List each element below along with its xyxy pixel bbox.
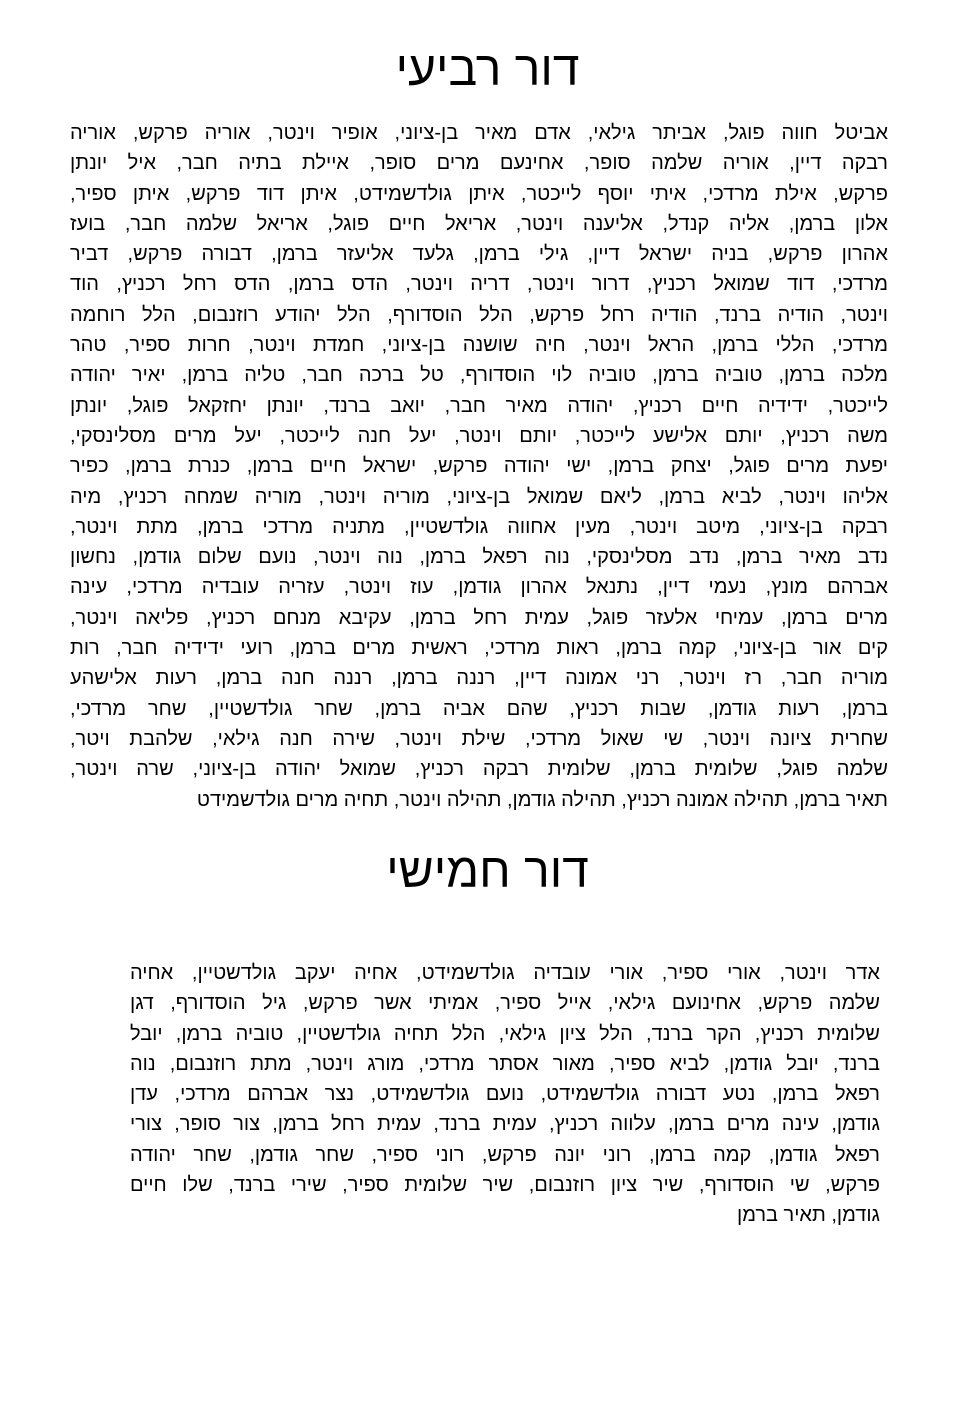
name-list-line: גודמן, עינה מרים ברמן, עלווה רכניץ, עמית ברנד, עמית רחל ברמן, צור סופר, צורי [130,1113,880,1136]
name-list-line: שחרית ציונה וינטר, שי שאול מרדכי, שילת וינטר, שירה חנה גילאי, שלהבת ויטר, [70,727,888,750]
name-list-line: נדב מאיר ברמן, נדב מסלינסקי, נוה רפאל ברמן, נוה וינטר, נועם שלום גודמן, נחשון [70,546,888,569]
name-list-line: אברהם מונץ, נעמי דיין, נתנאל אהרון גודמן, עוז וינטר, עזריה עובדיה מרדכי, עינה [70,576,888,599]
name-list-line: מרדכי, הללי ברמן, הראל וינטר, חיה שושנה בן-ציוני, חמדת וינטר, חרות ספיר, טהר [70,334,888,357]
name-list-line: יפעת מרים פוגל, יצחק ברמן, ישי יהודה פרקש, ישראל חיים ברמן, כנרת ברמן, כפיר [70,455,888,478]
fifth-generation-names [130,958,880,1231]
name-list-line: שלומית רכניץ, הקר ברנד, הלל ציון גילאי, הלל תחיה גולדשטיין, טוביה ברמן, יובל [130,1022,880,1045]
fourth-generation-names [70,118,888,815]
name-list-line: אביטל חווה פוגל, אביתר גילאי, אדם מאיר בן-ציוני, אופיר וינטר, אוריה פרקש, אוריה [70,122,888,144]
name-list-line: אליהו וינטר, לביא ברמן, ליאם שמואל בן-ציוני, מוריה וינטר, מוריה שמחה רכניץ, מיה [70,485,888,508]
name-list-line: אלון ברמן, אליה קנדל, אליענה וינטר, אריאל חיים פוגל, אריאל שלמה חבר, בועז [70,212,888,235]
name-list-line: ברמן, רעות גודמן, שבות רכניץ, שהם אביה ברמן, שחר גולדשטיין, שחר מרדכי, [70,697,888,720]
name-list-line: פרקש, אילת מרדכי, איתי יוסף לייכטר, איתן גולדשמידט, איתן דוד פרקש, איתן ספיר, [70,182,888,205]
name-list-line: פרקש, שי הוסדורף, שיר ציון רוזנבום, שיר שלומית ספיר, שירי ברנד, שלו חיים [130,1174,880,1197]
name-list-line: תאיר ברמן, תהילה אמונה רכניץ, תהילה גודמן, תהילה וינטר, תחיה מרים גולדשמידט [196,788,888,811]
name-list-line: רבקה בן-ציוני, מיטב וינטר, מעין אחווה גולדשטיין, מתניה מרדכי ברמן, מתת וינטר, [70,515,888,538]
name-list-line: קים אור בן-ציוני, קמה ברמן, ראות מרדכי, ראשית מרים ברמן, רועי ידידיה חבר, רות [70,637,888,660]
name-list-line: אהרון פרקש, בניה ישראל דיין, גילי ברמן, גלעד אליעזר ברמן, דבורה פרקש, דביר [70,243,888,266]
name-list-line: רפאל ברמן, נטע דבורה גולדשמידט, נועם גולדשמידט, נצר אברהם מרדכי, עדן [130,1083,880,1106]
name-list-line: שלמה פרקש, אחינועם גילאי, אייל ספיר, אמיתי אשר פרקש, גיל הוסדורף, דגן [130,992,880,1015]
name-list-line: לייכטר, ידידיה חיים רכניץ, יהודה מאיר חבר, יואב ברנד, יונתן יחזקאל פוגל, יונתן [70,394,888,417]
name-list-line: גודמן, תאיר ברמן [737,1204,880,1227]
name-list-line: מרים ברמן, עמיחי אלעזר פוגל, עמית רחל ברמן, עקיבא מנחם רכניץ, פליאה וינטר, [70,606,888,629]
name-list-line: מוריה חבר, רז וינטר, רני אמונה דיין, רננה ברמן, רננה חנה ברמן, רעות אלישהע [70,667,888,690]
section-title-fourth-generation: דור רביעי [395,43,580,96]
name-list-line: וינטר, הודיה ברנד, הודיה רחל פרקש, הלל הוסדורף, הלל יהודע רוזנבום, הלל רוחמה [70,303,888,326]
section-title-fifth-generation: דור חמישי [386,845,589,898]
name-list-line: משה רכניץ, יותם אלישע לייכטר, יותם וינטר, יעל חנה לייכטר, יעל מרים מסלינסקי, [70,424,888,447]
name-list-line: שלמה פוגל, שלומית ברמן, שלומית רבקה רכניץ, שמואל יהודה בן-ציוני, שרה וינטר, [70,758,888,781]
name-list-line: ברנד, יובל גודמן, לביא ספיר, מאור אסתר מרדכי, מורג וינטר, מתת רוזנבום, נוה [130,1052,880,1075]
name-list-line: אדר וינטר, אורי ספיר, אורי עובדיה גולדשמידט, אחיה יעקב גולדשטיין, אחיה [130,962,880,984]
name-list-line: רבקה דיין, אוריה שלמה סופר, אחינעם מרים סופר, איילת בתיה חבר, איל יונתן [70,152,888,175]
name-list-line: רפאל גודמן, קמה ברמן, רוני יונה פרקש, רוני ספיר, שחר גודמן, שחר יהודה [130,1143,880,1166]
name-list-line: מלכה ברמן, טוביה ברמן, טוביה לוי הוסדורף, טל ברכה חבר, טליה ברמן, יאיר יהודה [70,364,888,387]
name-list-line: מרדכי, דוד שמואל רכניץ, דרור וינטר, דריה וינטר, הדס ברמן, הדס רחל רכניץ, הוד [70,273,888,296]
